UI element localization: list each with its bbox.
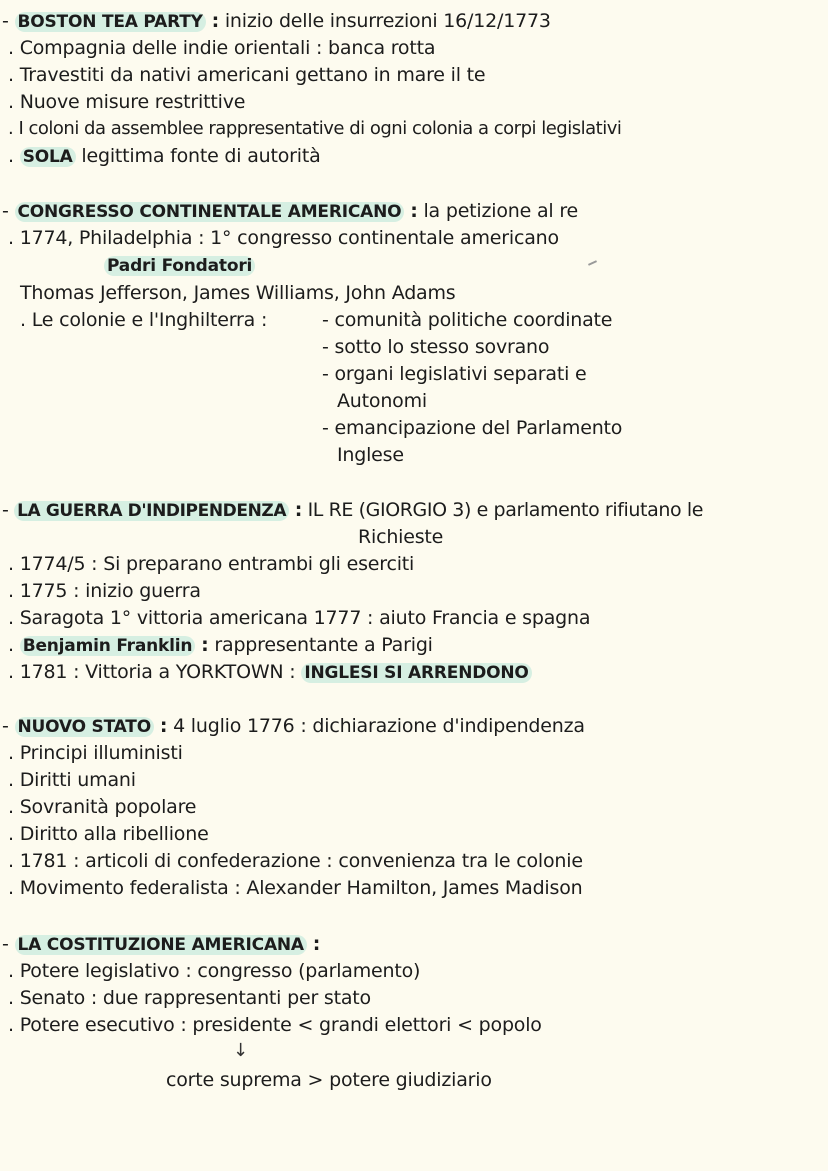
colonie-label: . Le colonie e l'Inghilterra : xyxy=(20,309,268,331)
guerra-bullet: . 1774/5 : Si preparano entrambi gli eserciti xyxy=(8,553,415,575)
boston-bullet: . Travestiti da nativi americani gettano in mare il te xyxy=(8,64,486,86)
boston-bullet: . SOLA legittima fonte di autorità xyxy=(8,145,321,167)
nuovo-heading-highlight: NUOVO STATO xyxy=(15,717,154,737)
guerra-bullet: . Benjamin Franklin : rappresentante a Parigi xyxy=(8,634,433,656)
sola-highlight: SOLA xyxy=(20,147,76,167)
padri-fondatori: Padri Fondatori xyxy=(104,252,255,279)
guerra-bullet: . 1781 : Vittoria a YORKTOWN : INGLESI SI ARRENDONO xyxy=(8,659,532,686)
costituzione-bullet: . Potere esecutivo : presidente < grandi elettori < popolo xyxy=(8,1014,542,1036)
boston-bullet: . Nuove misure restrittive xyxy=(8,91,246,113)
nuovo-bullet: . Movimento federalista : Alexander Hamilton, James Madison xyxy=(8,877,583,899)
colonie-point-cont: Inglese xyxy=(337,444,404,466)
boston-bullet: . I coloni da assemblee rappresentative di ogni colonia a corpi legislativi xyxy=(8,118,622,139)
down-arrow-icon: ↓ xyxy=(233,1040,249,1061)
colonie-point: - organi legislativi separati e xyxy=(322,363,587,385)
costituzione-heading-highlight: LA COSTITUZIONE AMERICANA xyxy=(15,935,307,955)
guerra-bullet: . 1775 : inizio guerra xyxy=(8,580,201,602)
nuovo-bullet: . Diritti umani xyxy=(8,769,136,791)
pen-mark xyxy=(588,260,597,266)
franklin-highlight: Benjamin Franklin xyxy=(20,636,196,656)
colonie-point: - comunità politiche coordinate xyxy=(322,309,613,331)
congresso-line: . 1774, Philadelphia : 1° congresso continentale americano xyxy=(8,227,559,249)
colonie-point: - sotto lo stesso sovrano xyxy=(322,336,550,358)
section-congresso-heading: - CONGRESSO CONTINENTALE AMERICANO : la petizione al re xyxy=(2,200,579,222)
colonie-point: - emancipazione del Parlamento xyxy=(322,417,623,439)
founders-names: Thomas Jefferson, James Williams, John Adams xyxy=(20,282,456,304)
boston-bullet: . Compagnia delle indie orientali : banca rotta xyxy=(8,37,436,59)
nuovo-bullet: . 1781 : articoli di confederazione : convenienza tra le colonie xyxy=(8,850,583,872)
arrendono-highlight: INGLESI SI ARRENDONO xyxy=(301,663,531,683)
nuovo-bullet: . Principi illuministi xyxy=(8,742,183,764)
section-boston-heading: - BOSTON TEA PARTY : inizio delle insurrezioni 16/12/1773 xyxy=(2,10,551,32)
congresso-heading-highlight: CONGRESSO CONTINENTALE AMERICANO xyxy=(15,202,405,222)
guerra-bullet: . Saragota 1° vittoria americana 1777 : aiuto Francia e spagna xyxy=(8,607,591,629)
colonie-point-cont: Autonomi xyxy=(337,390,427,412)
section-nuovo-heading: - NUOVO STATO : 4 luglio 1776 : dichiarazione d'indipendenza xyxy=(2,715,585,737)
nuovo-bullet: . Sovranità popolare xyxy=(8,796,197,818)
corte-suprema: corte suprema > potere giudiziario xyxy=(166,1069,492,1091)
costituzione-bullet: . Potere legislativo : congresso (parlamento) xyxy=(8,960,421,982)
guerra-heading-highlight: LA GUERRA D'INDIPENDENZA xyxy=(14,501,289,521)
costituzione-bullet: . Senato : due rappresentanti per stato xyxy=(8,987,371,1009)
section-costituzione-heading: - LA COSTITUZIONE AMERICANA : xyxy=(2,933,321,955)
nuovo-bullet: . Diritto alla ribellione xyxy=(8,823,209,845)
boston-heading-highlight: BOSTON TEA PARTY xyxy=(15,12,206,32)
guerra-heading-cont: Richieste xyxy=(358,526,444,548)
section-guerra-heading: - LA GUERRA D'INDIPENDENZA : IL RE (GIORGIO 3) e parlamento rifiutano le xyxy=(2,499,703,521)
